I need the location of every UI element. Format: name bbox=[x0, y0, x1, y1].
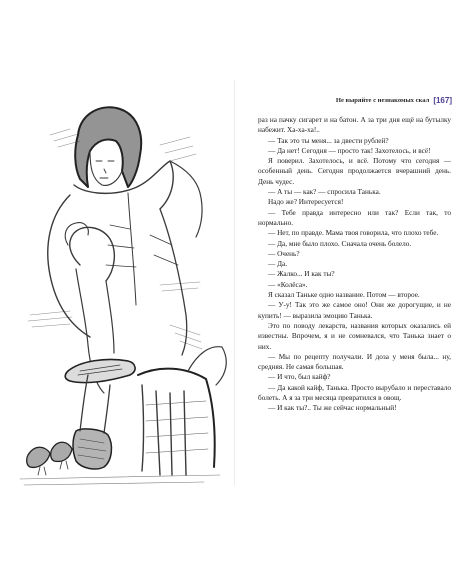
paragraph: — И как ты?.. Ты же сейчас нормальный! bbox=[268, 404, 397, 413]
paragraph: — Мы по рецепту получали. И доза у меня была... ну, средняя. Не самая большая. bbox=[258, 352, 451, 372]
paragraph: — Так это ты меня... за двести рублей? bbox=[268, 136, 389, 145]
paragraph: Я сказал Таньке одно название. Потом — второе. bbox=[268, 291, 420, 300]
paragraph: — Да какой кайф, Танька. Просто вырубало и переставало болеть. А я за три месяца превратился в овощ. bbox=[258, 383, 451, 403]
paragraph: Я поверил. Захотелось, и всё. Потому что сегодня — особенный день. Сегодня продолжается вчерашний день. День чудес. bbox=[258, 157, 451, 186]
running-title: Не выряйте с незнакомых скал bbox=[335, 97, 430, 104]
paragraph: Это по поводу лекарств, названия которых оказались ей известны. Впрочем, я и не сомневался, что Танька знает о них. bbox=[258, 321, 451, 351]
paragraph: — А ты — как? — спросила Танька. bbox=[268, 188, 381, 197]
paragraph: — У-у! Так это же самое оно! Они же дорогущие, и не купить! — выразила эмоцию Танька. bbox=[258, 301, 451, 320]
illustration-girl-sketch bbox=[10, 75, 235, 490]
paragraph: — Жалко... И как ты? bbox=[268, 270, 335, 279]
right-page bbox=[235, 75, 460, 490]
paragraph: — И что, был кайф? bbox=[268, 373, 331, 382]
paragraph: Надо же? Интересуется! bbox=[268, 198, 344, 207]
left-page bbox=[10, 75, 235, 490]
paragraph: — Тебе правда интересно или так? Если так, то нормально. bbox=[258, 208, 451, 227]
paragraph: — Да нет! Сегодня — просто так! Захотелось, и всё! bbox=[268, 146, 431, 155]
paragraph: — «Колёса». bbox=[268, 280, 308, 289]
paragraph: — Да. bbox=[268, 260, 288, 269]
running-header bbox=[336, 96, 452, 105]
paragraph: раз на пачку сигарет и на батон. А за три дня ещё на бутылку набежит. Ха-ха-ха!.. bbox=[258, 116, 451, 135]
paragraph: — Да, мне было плохо. Сначала очень болело. bbox=[268, 239, 412, 248]
page-number: [167] bbox=[433, 96, 452, 105]
body-text bbox=[258, 115, 451, 414]
paragraph: — Очень? bbox=[268, 249, 300, 258]
paragraph: — Нет, по правде. Мама твоя говорила, что плохо тебе. bbox=[268, 229, 439, 238]
